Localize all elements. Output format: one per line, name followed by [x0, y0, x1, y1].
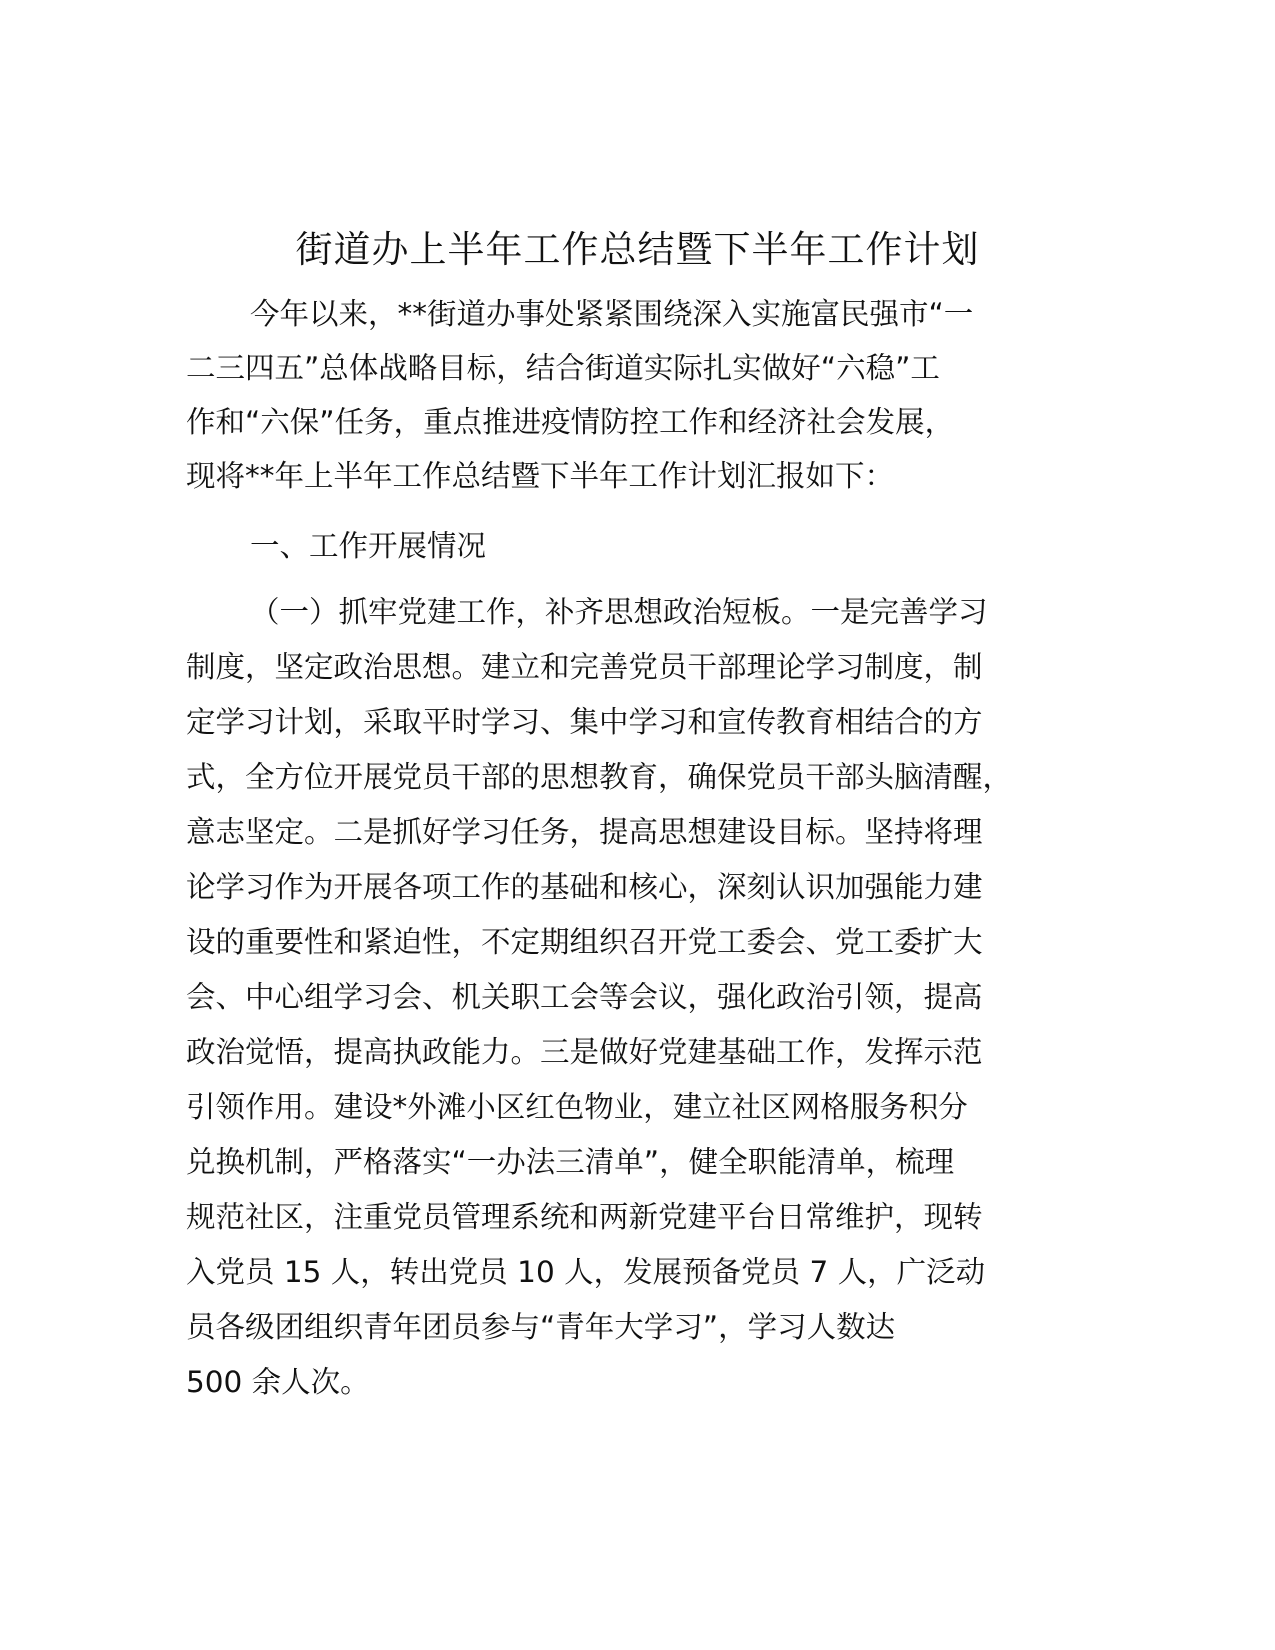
body-line: 式，全方位开展党员干部的思想教育，确保党员干部头脑清醒， [186, 760, 1013, 794]
body-line: （一）抓牢党建工作，补齐思想政治短板。一是完善学习 [250, 595, 988, 629]
intro-line: 今年以来，**街道办事处紧紧围绕深入实施富民强市“一 [250, 297, 974, 331]
intro-line: 现将**年上半年工作总结暨下半年工作计划汇报如下： [186, 459, 895, 493]
body-line: 意志坚定。二是抓好学习任务，提高思想建设目标。坚持将理 [186, 815, 983, 849]
body-line: 政治觉悟，提高执政能力。三是做好党建基础工作，发挥示范 [186, 1035, 983, 1069]
document-title: 街道办上半年工作总结暨下半年工作计划 [295, 228, 980, 271]
body-line: 500 余人次。 [186, 1365, 370, 1399]
body-line: 入党员 15 人，转出党员 10 人，发展预备党员 7 人，广泛动 [186, 1255, 986, 1289]
intro-line: 作和“六保”任务，重点推进疫情防控工作和经济社会发展， [186, 405, 955, 439]
body-line: 规范社区，注重党员管理系统和两新党建平台日常维护，现转 [186, 1200, 983, 1234]
body-line: 兑换机制，严格落实“一办法三清单”，健全职能清单，梳理 [186, 1145, 955, 1179]
body-line: 员各级团组织青年团员参与“青年大学习”，学习人数达 [186, 1310, 896, 1344]
body-line: 设的重要性和紧迫性，不定期组织召开党工委会、党工委扩大 [186, 925, 983, 959]
body-line: 引领作用。建设*外滩小区红色物业，建立社区网格服务积分 [186, 1090, 968, 1124]
intro-line: 二三四五”总体战略目标，结合街道实际扎实做好“六稳”工 [186, 351, 940, 385]
body-line: 定学习计划，采取平时学习、集中学习和宣传教育相结合的方 [186, 705, 983, 739]
body-line: 会、中心组学习会、机关职工会等会议，强化政治引领，提高 [186, 980, 983, 1014]
body-line: 论学习作为开展各项工作的基础和核心，深刻认识加强能力建 [186, 870, 983, 904]
body-line: 制度，坚定政治思想。建立和完善党员干部理论学习制度，制 [186, 650, 983, 684]
section-heading: 一、工作开展情况 [250, 529, 487, 563]
